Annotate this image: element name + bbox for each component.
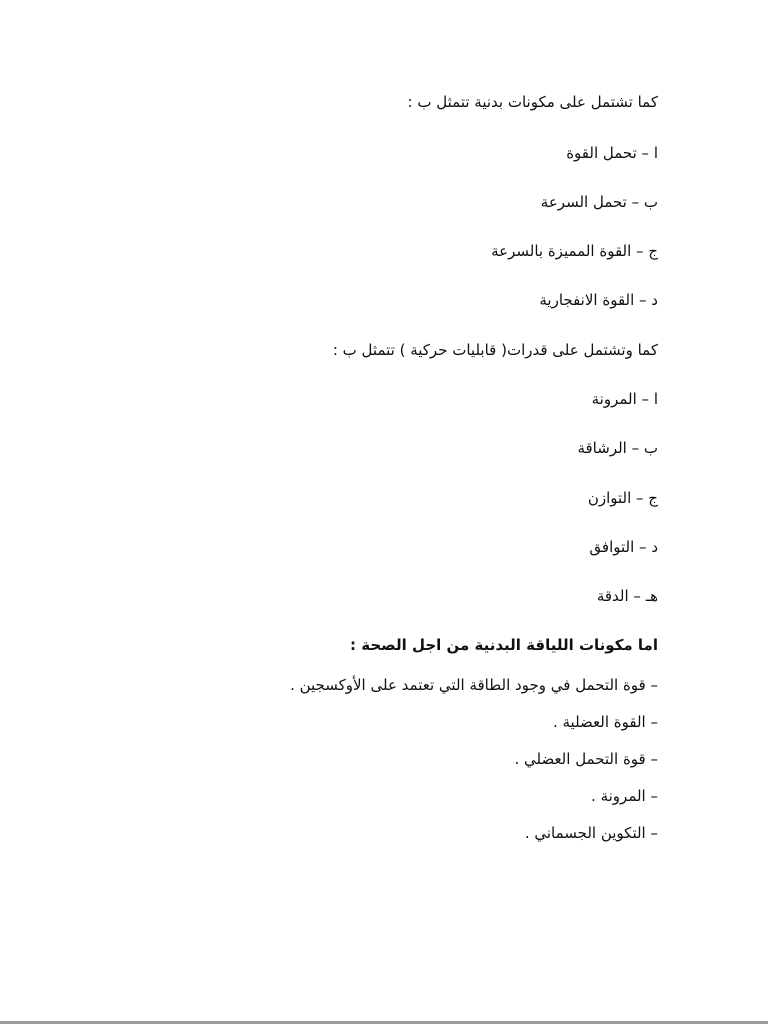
health-fitness-item: – المرونة . — [591, 787, 658, 805]
health-fitness-heading: اما مكونات اللياقة البدنية من اجل الصحة : — [350, 636, 658, 654]
health-fitness-item: – التكوين الجسماني . — [524, 824, 658, 842]
health-fitness-item: – قوة التحمل في وجود الطاقة التي تعتمد على الأوكسجين . — [290, 676, 658, 694]
physical-component-item: ج – القوة المميزة بالسرعة — [491, 242, 658, 260]
motor-ability-item: ج – التوازن — [587, 489, 658, 507]
physical-components-heading: كما تشتمل على مكونات بدنية تتمثل ب : — [407, 93, 658, 111]
physical-component-item: د – القوة الانفجارية — [539, 291, 658, 309]
motor-ability-item: ا – المرونة — [591, 390, 658, 408]
physical-component-item: ا – تحمل القوة — [566, 144, 658, 162]
physical-component-item: ب – تحمل السرعة — [540, 193, 658, 211]
motor-ability-item: د – التوافق — [589, 538, 658, 556]
motor-abilities-heading: كما وتشتمل على قدرات( قابليات حركية ) تتمثل ب : — [332, 341, 658, 359]
motor-ability-item: هـ – الدقة — [596, 587, 658, 605]
health-fitness-item: – قوة التحمل العضلي . — [514, 750, 658, 768]
motor-ability-item: ب – الرشاقة — [577, 439, 658, 457]
health-fitness-item: – القوة العضلية . — [552, 713, 658, 731]
